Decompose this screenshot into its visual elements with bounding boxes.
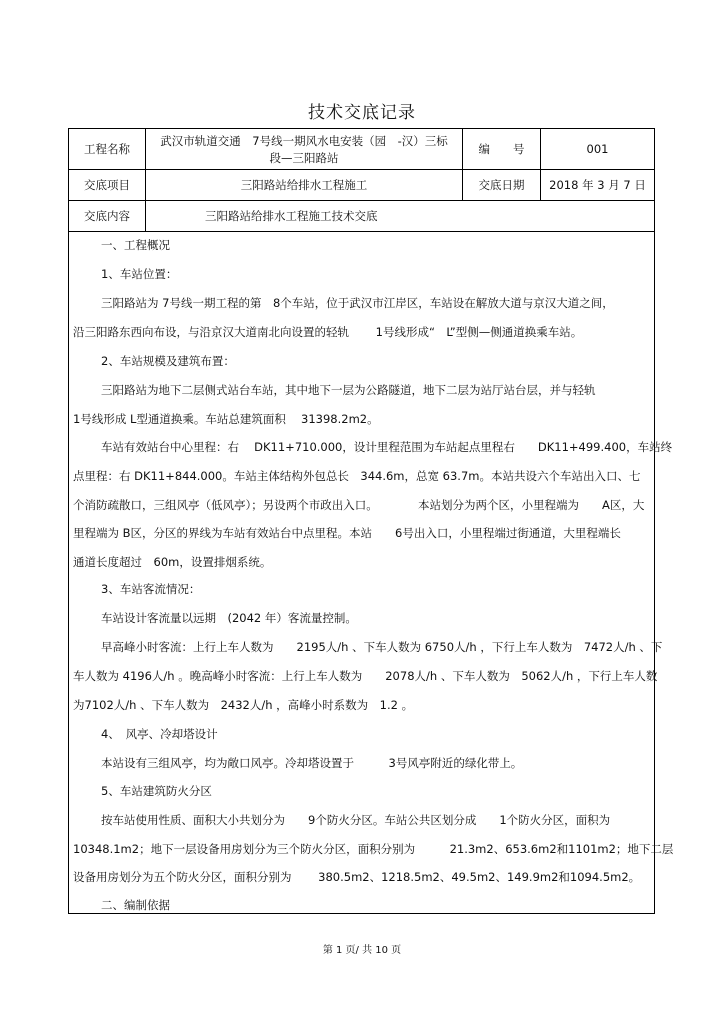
paragraph-line: 按车站使用性质、面积大小共划分为 9个防火分区。车站公共区划分成 1个防火分区，面积为 (101, 813, 611, 827)
paragraph-line: 为7102人/h 、下车人数为 2432人/h ，高峰小时系数为 1.2 。 (73, 698, 414, 712)
subsection-heading: 5、车站建筑防火分区 (101, 784, 212, 798)
subsection-heading: 1、车站位置： (101, 267, 178, 281)
subsection-heading: 4、 风亭、冷却塔设计 (101, 727, 218, 741)
subsection-heading: 2、车站规模及建筑布置： (101, 354, 235, 368)
date-value: 2018 年 3 月 7 日 (549, 177, 646, 192)
paragraph-line: 个消防疏散口，三组风亭（低风亭）；另设两个市政出入口。 本站划分为两个区，小里程端为 A区，大 (73, 498, 645, 512)
date-label: 交底日期 (478, 177, 525, 192)
row-divider (69, 231, 654, 232)
section-heading: 一、工程概况 (101, 238, 170, 252)
item-label: 交底项目 (84, 177, 130, 192)
project-name-line-1: 武汉市轨道交通 7号线一期风水电安装（园 -汉）三标 (160, 134, 448, 148)
item-value: 三阳路站给排水工程施工 (240, 177, 368, 192)
paragraph-line: 点里程：右 DK11+844.000。车站主体结构外包总长 344.6m，总宽 63.7m。本站共设六个车站出入口、七 (73, 469, 641, 483)
paragraph-line: 10348.1m2；地下一层设备用房划分为三个防火分区，面积分别为 21.3m2、653.6m2和1101m2；地下二层 (73, 842, 674, 856)
paragraph-line: 里程端为 B区，分区的界线为车站有效站台中点里程。本站 6号出入口，小里程端过街通道，大里程端长 (73, 526, 621, 540)
subsection-heading: 3、车站客流情况： (101, 582, 201, 596)
content-value: 三阳路站给排水工程施工技术交底 (205, 208, 378, 223)
project-name-value (146, 131, 462, 169)
paragraph-line: 通道长度超过 60m，设置排烟系统。 (73, 555, 272, 569)
page-footer: 第 1 页/ 共 10 页 (322, 945, 402, 956)
paragraph-line: 车人数为 4196人/h 。晚高峰小时客流：上行上车人数为 2078人/h 、下车人数为 5062人/h ，下行上车人数 (73, 669, 658, 683)
project-name-line-2: 段—三阳路站 (269, 151, 339, 165)
paragraph-line: 三阳路站为 7号线一期工程的第 8个车站，位于武汉市江岸区，车站设在解放大道与京汉大道之间， (101, 296, 614, 310)
content-label: 交底内容 (84, 208, 130, 223)
paragraph-line: 车站设计客流量以远期 (2042 年）客流量控制。 (101, 611, 357, 625)
number-value: 001 (586, 141, 609, 156)
record-table (68, 128, 674, 914)
project-name-label: 工程名称 (84, 141, 130, 156)
paragraph-line: 沿三阳路东西向布设，与沿京汉大道南北向设置的轻轨 1号线形成“ L”型侧—侧通道换乘车站。 (73, 325, 583, 339)
paragraph-line: 本站设有三组风亭，均为敞口风亭。冷却塔设置于 3号风亭附近的绿化带上。 (101, 756, 523, 770)
paragraph-line: 早高峰小时客流：上行上车人数为 2195人/h 、下车人数为 6750人/h ，下行上车人数为 7472人/h 、下 (101, 640, 663, 654)
paragraph-line: 1号线形成 L型通道换乘。车站总建筑面积 31398.2m2。 (73, 412, 379, 426)
paragraph-line: 三阳路站为地下二层侧式站台车站，其中地下一层为公路隧道，地下二层为站厅站台层，并与轻轨 (101, 383, 596, 397)
number-label: 编 号 (478, 141, 525, 156)
page-title: 技术交底记录 (308, 103, 416, 123)
paragraph-line: 车站有效站台中心里程：右 DK11+710.000，设计里程范围为车站起点里程右 DK11+499.400，车站终 (101, 440, 673, 454)
paragraph-line: 设备用房划分为五个防火分区，面积分别为 380.5m2、1218.5m2、49.5m2、149.9m2和1094.5m2。 (73, 870, 641, 884)
section-heading: 二、编制依据 (101, 898, 170, 912)
